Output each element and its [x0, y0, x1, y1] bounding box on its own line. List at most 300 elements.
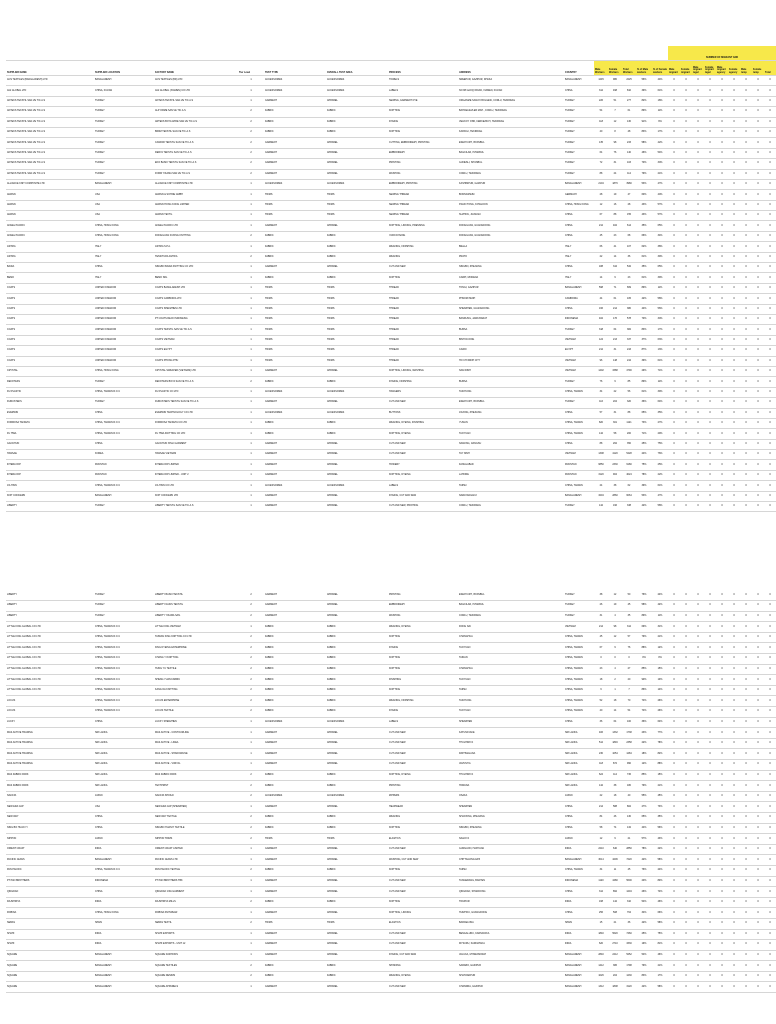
table-cell: 0: [728, 221, 740, 231]
table-cell: 0: [764, 211, 776, 221]
table-cell: FABRIC: [326, 231, 388, 241]
table-cell: 0: [728, 450, 740, 460]
table-row: [6, 283, 776, 293]
table-cell: 0: [740, 159, 752, 169]
table-cell: 0: [752, 169, 764, 179]
table-cell: 0: [692, 242, 704, 252]
table-cell: FABRIC: [326, 781, 388, 792]
table-cell: 204: [608, 398, 622, 408]
table-cell: 0: [740, 127, 752, 137]
table-cell: 0: [716, 211, 728, 221]
table-cell: 36: [594, 717, 608, 728]
table-cell: BINH DUONG: [458, 335, 564, 345]
table-cell: 588: [608, 802, 622, 813]
table-cell: APPAREL: [326, 169, 388, 179]
table-cell: TAIPEI: [458, 481, 564, 491]
table-cell: 0: [680, 387, 692, 397]
table-cell: 0: [668, 138, 680, 148]
table-cell: 0: [764, 283, 776, 293]
table-cell: SEBAS: [6, 918, 94, 929]
table-cell: 0: [752, 377, 764, 387]
table-cell: SRI LANKA: [564, 728, 594, 739]
table-cell: 0: [740, 971, 752, 982]
table-cell: 0: [740, 179, 752, 189]
table-cell: 0: [764, 950, 776, 961]
table-cell: 0: [668, 823, 680, 834]
table-cell: 1: [238, 346, 264, 356]
table-cell: APPAREL: [326, 398, 388, 408]
table-cell: 0: [680, 190, 692, 200]
table-cell: INDIA: [94, 929, 154, 940]
table-cell: 0: [740, 408, 752, 418]
table-cell: GARMENT: [264, 491, 326, 501]
table-cell: 17%: [652, 127, 668, 137]
table-cell: KNITTING, LINKING, WASHING: [388, 366, 458, 376]
table-cell: 0: [728, 252, 740, 262]
table-cell: 0: [680, 918, 692, 929]
table-cell: BANGLADESH: [94, 855, 154, 866]
table-cell: 29%: [636, 366, 652, 376]
table-cell: 0: [728, 242, 740, 252]
table-cell: PT PAN BROTHERS TBK: [154, 876, 238, 887]
table-cell: 512: [594, 738, 608, 749]
table-cell: APPAREL: [326, 148, 388, 158]
table-cell: 23: [608, 231, 622, 241]
table-cell: 614: [622, 221, 636, 231]
table-cell: GARMENT: [264, 221, 326, 231]
table-cell: 39%: [652, 273, 668, 283]
table-cell: 0: [680, 252, 692, 262]
table-cell: 0: [752, 897, 764, 908]
table-cell: SREEPUR, GAZIPUR, DHAKA: [458, 76, 564, 86]
table-cell: 820: [594, 418, 608, 428]
table-cell: GARMENT: [264, 855, 326, 866]
table-cell: UNITED KINGDOM: [94, 356, 154, 366]
table-cell: CHINA, HONG KONG: [564, 200, 594, 210]
table-cell: CHINA: [564, 717, 594, 728]
table-cell: 0: [728, 749, 740, 760]
table-cell: 0: [668, 611, 680, 622]
table-cell: 0: [728, 273, 740, 283]
table-cell: 0: [740, 252, 752, 262]
table-cell: 0: [704, 470, 716, 480]
table-cell: 0: [764, 325, 776, 335]
table-cell: 0: [668, 685, 680, 696]
table-cell: 0: [704, 908, 716, 919]
table-cell: 23%: [636, 728, 652, 739]
table-cell: TIRUPUR: [458, 897, 564, 908]
table-cell: COATS BANGLADESH LTD: [154, 283, 238, 293]
table-cell: 0: [764, 940, 776, 951]
table-cell: 0: [704, 200, 716, 210]
table-cell: SRI LANKA: [564, 760, 594, 771]
table-cell: 0: [716, 865, 728, 876]
table-cell: 47%: [652, 491, 668, 501]
table-cell: BARCELONA: [458, 918, 564, 929]
table-cell: KNITTING: [388, 107, 458, 117]
table-cell: 0: [728, 211, 740, 221]
table-cell: 0: [692, 961, 704, 972]
table-cell: CHINA, TAIWAN: [564, 481, 594, 491]
table-cell: SQUARE DENIMS: [154, 971, 238, 982]
table-cell: 0: [668, 865, 680, 876]
table-cell: 0: [668, 429, 680, 439]
table-cell: 69%: [636, 622, 652, 633]
table-cell: LOCUS ENTERPRISE: [154, 696, 238, 707]
table-cell: 103: [622, 159, 636, 169]
table-cell: DU PLASTIC: [6, 387, 94, 397]
table-cell: 1: [238, 242, 264, 252]
table-cell: 1121: [622, 418, 636, 428]
table-cell: 0: [764, 664, 776, 675]
table-cell: COATS EGYPT: [154, 346, 238, 356]
table-cell: WEAVING: [388, 252, 458, 262]
table-cell: 0: [728, 335, 740, 345]
table-cell: SHAHJADPUR: [458, 971, 564, 982]
table-cell: 0: [740, 611, 752, 622]
table-cell: SRI LANKA: [564, 738, 594, 749]
table-cell: 0: [716, 749, 728, 760]
table-cell: APPAREL: [326, 844, 388, 855]
table-cell: SPAIN: [94, 918, 154, 929]
table-cell: 76: [622, 643, 636, 654]
table-cell: 0: [704, 398, 716, 408]
table-cell: 1: [238, 211, 264, 221]
table-cell: 0: [704, 770, 716, 781]
table-cell: 66%: [652, 908, 668, 919]
table-cell: 36%: [636, 398, 652, 408]
table-cell: 0: [764, 502, 776, 512]
table-cell: 0: [752, 643, 764, 654]
table-cell: BIELLA: [458, 242, 564, 252]
table-cell: SEWING, GARMENT DYE: [388, 96, 458, 106]
table-cell: 0: [740, 460, 752, 470]
table-cell: SEWING THREAD: [388, 190, 458, 200]
table-cell: 0: [740, 491, 752, 501]
table-cell: 0: [752, 200, 764, 210]
table-cell: ESENYURT, ISTANBUL: [458, 138, 564, 148]
table-row: [6, 590, 776, 601]
table-cell: 0: [752, 491, 764, 501]
table-cell: 0: [716, 314, 728, 324]
table-cell: 0: [728, 897, 740, 908]
col-m8: Female temp: [752, 61, 764, 76]
table-cell: 0: [716, 138, 728, 148]
table-cell: MAS ACTIVE - SHADOWLINE: [154, 749, 238, 760]
table-cell: 0: [704, 221, 716, 231]
table-cell: TAOYUAN: [458, 429, 564, 439]
table-cell: 312: [594, 887, 608, 898]
table-cell: 0: [740, 632, 752, 643]
table-cell: ACCESSORIES: [326, 717, 388, 728]
table-cell: APPAREL: [326, 887, 388, 898]
col-m6: Female agency: [728, 61, 740, 76]
table-cell: CHINA, TAIWAN: [564, 654, 594, 665]
table-cell: 112: [608, 770, 622, 781]
table-row: [6, 675, 776, 686]
table-cell: 58: [608, 429, 622, 439]
table-cell: APPAREL: [326, 491, 388, 501]
table-cell: 0: [680, 429, 692, 439]
table-cell: 1: [238, 950, 264, 961]
table-cell: CHINA: [94, 717, 154, 728]
table-cell: DONG NAI: [458, 622, 564, 633]
table-cell: 0: [752, 950, 764, 961]
table-cell: LITTLE KING GLOBAL CO LTD: [6, 685, 94, 696]
table-cell: CUT AND SEW: [388, 439, 458, 449]
table-cell: 91%: [636, 117, 652, 127]
table-cell: 2: [238, 632, 264, 643]
table-cell: 0: [764, 643, 776, 654]
table-cell: 0: [740, 398, 752, 408]
table-cell: 90%: [636, 675, 652, 686]
table-cell: CHINA, TAIWAN R.O.C: [94, 654, 154, 665]
table-cell: 0: [764, 356, 776, 366]
table-cell: 1: [238, 429, 264, 439]
table-cell: 0: [704, 460, 716, 470]
table-cell: 0: [764, 929, 776, 940]
table-cell: 46%: [636, 148, 652, 158]
table-cell: 0: [740, 844, 752, 855]
table-cell: NEW ERA CAP: [6, 802, 94, 813]
table-cell: 0: [764, 159, 776, 169]
table-cell: 2: [238, 601, 264, 612]
table-cell: ORIENT CRAFT LIMITED: [154, 844, 238, 855]
table-cell: 21%: [652, 169, 668, 179]
table-cell: AKTEKS TEKSTIL SAN.VE TIC.A.S: [154, 96, 238, 106]
table-cell: 64: [608, 717, 622, 728]
table-cell: 2: [238, 781, 264, 792]
table-row: [6, 971, 776, 982]
table-cell: 61%: [636, 273, 652, 283]
table-cell: 0: [728, 982, 740, 993]
table-cell: 0: [716, 707, 728, 718]
table-cell: 0: [680, 314, 692, 324]
table-cell: 0: [728, 940, 740, 951]
table-cell: BENGALURU, KARNATAKA: [458, 929, 564, 940]
table-cell: 226: [594, 96, 608, 106]
table-cell: 9: [608, 834, 622, 845]
table-cell: 118: [594, 760, 608, 771]
table-row: [6, 654, 776, 665]
table-cell: CUT AND SEW: [388, 450, 458, 460]
table-cell: 1120: [594, 876, 608, 887]
table-cell: 0%: [636, 654, 652, 665]
table-row: [6, 231, 776, 241]
table-cell: 2358: [622, 738, 636, 749]
table-cell: 0: [668, 356, 680, 366]
table-cell: YUNLIN: [458, 418, 564, 428]
table-cell: 74%: [636, 696, 652, 707]
table-row: [6, 664, 776, 675]
table-cell: 318: [594, 325, 608, 335]
table-cell: 40: [594, 707, 608, 718]
table-cell: 0: [680, 685, 692, 696]
table-cell: 0: [704, 356, 716, 366]
table-cell: HUIZHOU, GUANGDONG: [458, 908, 564, 919]
table-cell: 0: [752, 590, 764, 601]
table-cell: 0: [668, 781, 680, 792]
table-cell: 0: [716, 632, 728, 643]
table-cell: 0: [680, 200, 692, 210]
table-cell: DONGGUAN, GUANGDONG: [458, 221, 564, 231]
table-cell: TAY NINH: [458, 450, 564, 460]
table-cell: 0: [692, 770, 704, 781]
table-cell: SEWING THREAD: [388, 200, 458, 210]
table-cell: 1: [238, 760, 264, 771]
table-cell: DERYA TEKSTIL SAN.VE TIC.A.S: [154, 148, 238, 158]
table-cell: 0: [728, 717, 740, 728]
table-cell: 0: [716, 335, 728, 345]
table-cell: 0: [716, 908, 728, 919]
table-cell: 88: [608, 211, 622, 221]
table-cell: 990: [622, 760, 636, 771]
table-cell: 0: [728, 760, 740, 771]
table-cell: 0: [728, 770, 740, 781]
table-cell: 100: [622, 717, 636, 728]
table-cell: 0: [668, 696, 680, 707]
table-cell: 0: [740, 335, 752, 345]
table-cell: 214: [608, 304, 622, 314]
table-cell: 107: [622, 242, 636, 252]
table-cell: APPAREL: [326, 908, 388, 919]
table-cell: 17%: [652, 325, 668, 335]
table-cell: BAGCILAR, ISTANBUL: [458, 148, 564, 158]
table-cell: 1: [238, 728, 264, 739]
table-cell: 65%: [652, 221, 668, 231]
table-cell: 0: [728, 231, 740, 241]
table-cell: 0: [752, 812, 764, 823]
table-cell: PAN PACIFIC: [6, 865, 94, 876]
table-cell: 0: [716, 107, 728, 117]
table-cell: LIBERTY: [6, 611, 94, 622]
table-cell: 35%: [636, 263, 652, 273]
table-cell: TAOYUAN: [458, 675, 564, 686]
table-cell: 2: [608, 675, 622, 686]
table-cell: CHINA, TAIWAN R.O.C: [94, 429, 154, 439]
table-cell: MYSURU, KARNATAKA: [458, 940, 564, 951]
table-cell: 85%: [636, 664, 652, 675]
table-cell: 0: [740, 418, 752, 428]
table-cell: COATS: [6, 335, 94, 345]
table-cell: KASHIMPUR, GAZIPUR: [458, 179, 564, 189]
table-cell: 2: [238, 707, 264, 718]
table-cell: DEKOTEKS: [6, 377, 94, 387]
table-cell: 0: [728, 325, 740, 335]
table-cell: BANGLADESH: [564, 283, 594, 293]
table-cell: 3980: [622, 179, 636, 189]
table-cell: 62: [622, 481, 636, 491]
table-cell: 73%: [636, 418, 652, 428]
table-cell: 0: [668, 460, 680, 470]
table-cell: 35%: [652, 408, 668, 418]
table-row: [6, 159, 776, 169]
table-cell: 0: [752, 263, 764, 273]
table-cell: 24: [608, 169, 622, 179]
table-cell: 2: [238, 590, 264, 601]
table-cell: 0: [752, 294, 764, 304]
table-cell: JIAXING, ZHEJIANG: [458, 408, 564, 418]
table-cell: 0: [728, 169, 740, 179]
table-cell: 0: [680, 971, 692, 982]
table-cell: 0: [764, 918, 776, 929]
table-cell: 36: [622, 252, 636, 262]
table-cell: KNITTING: [388, 865, 458, 876]
table-cell: 79%: [636, 632, 652, 643]
table-cell: 7: [608, 107, 622, 117]
table-cell: SPINNING: [388, 961, 458, 972]
table-cell: 98: [608, 622, 622, 633]
table-cell: 88: [594, 439, 608, 449]
table-cell: LUCKY SHENZHEN: [154, 717, 238, 728]
table-cell: 0: [752, 304, 764, 314]
table-cell: 0: [716, 283, 728, 293]
table-cell: GARMENT: [264, 908, 326, 919]
table-cell: 0: [764, 685, 776, 696]
table-cell: 0: [704, 273, 716, 283]
table-cell: 0: [752, 418, 764, 428]
table-cell: 0: [716, 127, 728, 137]
table-cell: 0: [680, 211, 692, 221]
table-cell: APPAREL: [326, 940, 388, 951]
table-cell: 0: [692, 802, 704, 813]
table-cell: 39%: [636, 481, 652, 491]
table-cell: GARMENT: [264, 950, 326, 961]
table-cell: 0: [752, 844, 764, 855]
table-cell: 0: [704, 190, 716, 200]
table-cell: 2840: [594, 950, 608, 961]
table-cell: MAS ACTIVE - VIDIYAL: [154, 760, 238, 771]
table-cell: 0: [680, 707, 692, 718]
table-cell: 124: [594, 335, 608, 345]
table-cell: FABRIC: [264, 812, 326, 823]
table-cell: 0: [728, 159, 740, 169]
table-cell: APPAREL: [326, 450, 388, 460]
table-cell: 2: [238, 643, 264, 654]
table-cell: 0: [728, 643, 740, 654]
table-cell: 135: [594, 138, 608, 148]
col-factory-name: FACTORY NAME: [154, 61, 238, 76]
table-cell: 0: [668, 601, 680, 612]
table-cell: 0: [716, 200, 728, 210]
table-cell: 66%: [636, 231, 652, 241]
table-cell: LIBERTY BASKI TEKSTIL: [154, 590, 238, 601]
table-cell: YARN DYEING: [388, 231, 458, 241]
table-row: [6, 387, 776, 397]
table-cell: 0: [764, 865, 776, 876]
table-cell: 0: [728, 76, 740, 86]
table-cell: 0: [728, 844, 740, 855]
table-cell: EMBROIDERY: [388, 601, 458, 612]
table-cell: GARMENT: [264, 169, 326, 179]
table-cell: FABRIC: [264, 242, 326, 252]
table-cell: 78%: [636, 470, 652, 480]
table-cell: 1808: [608, 982, 622, 993]
table-cell: MAS ACTIVE - LINEA: [154, 738, 238, 749]
table-cell: TURKEY: [94, 159, 154, 169]
table-cell: THREAD: [388, 335, 458, 345]
table-cell: FABRIC: [326, 675, 388, 686]
table-cell: SQUARE: [6, 961, 94, 972]
table-cell: 0: [692, 654, 704, 665]
table-cell: 0: [692, 707, 704, 718]
table-cell: 0: [728, 812, 740, 823]
table-cell: 26%: [636, 887, 652, 898]
table-cell: 0: [752, 929, 764, 940]
table-cell: 0: [764, 654, 776, 665]
table-cell: CUT AND SEW: [388, 263, 458, 273]
table-cell: 24%: [652, 865, 668, 876]
